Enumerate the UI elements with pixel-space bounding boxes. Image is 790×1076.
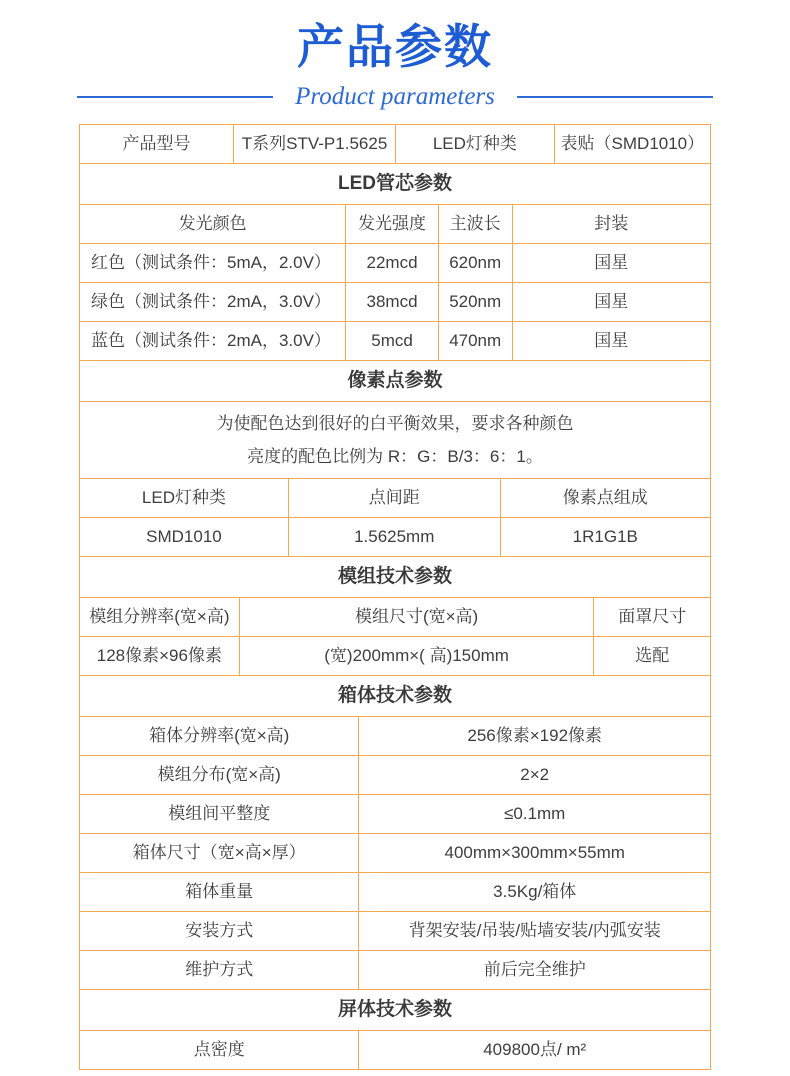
package: 国星 xyxy=(512,283,710,321)
page-title: 产品参数 xyxy=(297,20,493,73)
row-value: 3.5Kg/箱体 xyxy=(358,873,710,911)
table-row-pixel-values xyxy=(80,517,710,556)
mask-size-value: 选配 xyxy=(593,637,710,675)
module-resolution-value: 128像素×96像素 xyxy=(96,646,222,665)
table-row-cabinet-resolution xyxy=(80,716,710,755)
column-header: 像素点组成 xyxy=(500,479,710,517)
led-type-value: 表贴（SMD1010） xyxy=(554,125,710,163)
led-type-label: LED灯种类 xyxy=(395,125,554,163)
section-header-module xyxy=(80,556,710,597)
note-line-1: 为使配色达到很好的白平衡效果，要求各种颜色 xyxy=(216,414,574,433)
column-header: 模组分辨率(宽×高) xyxy=(89,607,230,626)
section-title: 模组技术参数 xyxy=(337,566,452,587)
row-label: 箱体尺寸（宽×高×厚） xyxy=(132,843,306,862)
row-value: 400mm×300mm×55mm xyxy=(358,834,710,872)
divider-line-right xyxy=(517,96,713,98)
row-label: 箱体重量 xyxy=(185,882,254,901)
row-label: 点密度 xyxy=(193,1040,245,1059)
pixel-pitch-value: 1.5625mm xyxy=(288,518,500,556)
table-row-pixel-headers xyxy=(80,478,710,517)
spec-table xyxy=(79,124,711,1070)
divider-line-left xyxy=(77,96,273,98)
row-label: 箱体分辨率(宽×高) xyxy=(149,726,290,745)
page-header xyxy=(0,0,790,111)
table-row-maintenance xyxy=(80,950,710,989)
color-condition: 绿色（测试条件：2mA，3.0V） xyxy=(91,292,331,311)
column-header: 发光颜色 xyxy=(178,214,247,233)
table-row-cabinet-weight xyxy=(80,872,710,911)
row-value: 背架安装/吊装/贴墙安装/内弧安装 xyxy=(358,912,710,950)
note-line-2: 亮度的配色比例为 R：G：B/3：6：1。 xyxy=(247,447,543,466)
luminous-intensity: 22mcd xyxy=(345,244,438,282)
column-header: LED灯种类 xyxy=(141,488,226,507)
table-row-led-headers xyxy=(80,204,710,243)
row-label: 模组分布(宽×高) xyxy=(157,765,281,784)
table-row-red xyxy=(80,243,710,282)
table-row-blue xyxy=(80,321,710,360)
wavelength: 620nm xyxy=(438,244,512,282)
row-value: 409800点/ m² xyxy=(358,1031,710,1069)
column-header: 主波长 xyxy=(438,205,512,243)
module-size-value: (宽)200mm×( 高)150mm xyxy=(239,637,594,675)
white-balance-note xyxy=(80,402,710,478)
column-header: 点间距 xyxy=(288,479,500,517)
led-type-value: SMD1010 xyxy=(146,527,222,546)
column-header: 模组尺寸(宽×高) xyxy=(239,598,594,636)
page-subtitle-row xyxy=(0,83,790,111)
table-row-model xyxy=(80,125,710,163)
section-title: LED管芯参数 xyxy=(337,173,452,194)
table-row-dot-density xyxy=(80,1030,710,1069)
row-label: 安装方式 xyxy=(185,921,254,940)
row-label: 维护方式 xyxy=(185,960,254,979)
section-header-pixel xyxy=(80,360,710,401)
section-header-cabinet xyxy=(80,675,710,716)
table-row-green xyxy=(80,282,710,321)
table-row-module-layout xyxy=(80,755,710,794)
column-header: 封装 xyxy=(512,205,710,243)
luminous-intensity: 38mcd xyxy=(345,283,438,321)
model-label: 产品型号 xyxy=(122,134,191,153)
section-title: 箱体技术参数 xyxy=(337,685,452,706)
row-value: 256像素×192像素 xyxy=(358,717,710,755)
table-row-module-headers xyxy=(80,597,710,636)
color-condition: 红色（测试条件：5mA，2.0V） xyxy=(91,253,331,272)
column-header: 发光强度 xyxy=(345,205,438,243)
table-row-flatness xyxy=(80,794,710,833)
row-label: 模组间平整度 xyxy=(168,804,271,823)
section-header-screen xyxy=(80,989,710,1030)
wavelength: 470nm xyxy=(438,322,512,360)
table-row-installation xyxy=(80,911,710,950)
package: 国星 xyxy=(512,322,710,360)
column-header: 面罩尺寸 xyxy=(593,598,710,636)
row-value: 2×2 xyxy=(358,756,710,794)
wavelength: 520nm xyxy=(438,283,512,321)
page-subtitle: Product parameters xyxy=(295,83,495,110)
table-row-cabinet-size xyxy=(80,833,710,872)
row-value: ≤0.1mm xyxy=(358,795,710,833)
section-header-led-chip xyxy=(80,163,710,204)
color-condition: 蓝色（测试条件：2mA，3.0V） xyxy=(91,331,331,350)
package: 国星 xyxy=(512,244,710,282)
model-value: T系列STV-P1.5625 xyxy=(233,125,395,163)
section-title: 屏体技术参数 xyxy=(337,999,452,1020)
table-row-white-balance-note xyxy=(80,401,710,478)
row-value: 前后完全维护 xyxy=(358,951,710,989)
section-title: 像素点参数 xyxy=(347,370,443,391)
pixel-composition-value: 1R1G1B xyxy=(500,518,710,556)
luminous-intensity: 5mcd xyxy=(345,322,438,360)
table-row-module-values xyxy=(80,636,710,675)
